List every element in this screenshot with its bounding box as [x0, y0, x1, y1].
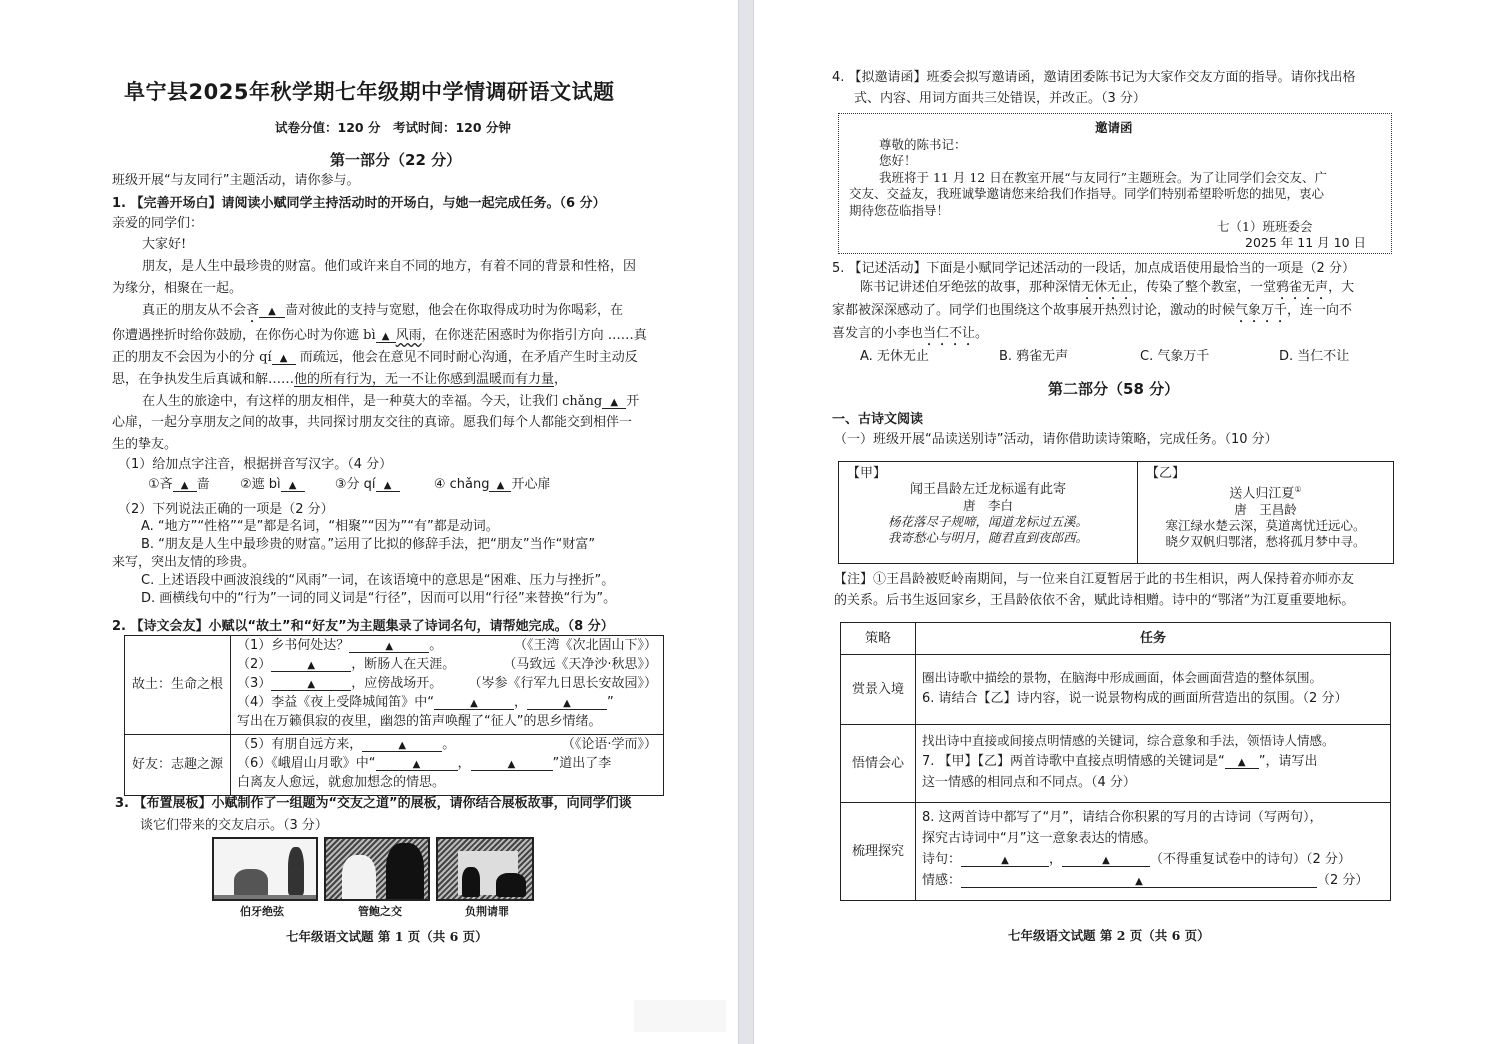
- q5-line2: 家都被深深感动了。同学们也围绕这个故事展开热烈讨论，激动的时候气象万千，连一向不: [832, 303, 1353, 318]
- part1-title: 第一部分（22 分）: [330, 151, 462, 169]
- q1-para1-line2: 为缘分，相聚在一起。: [112, 281, 243, 296]
- blank-marker-icon: ▲: [507, 759, 516, 770]
- answer-blank[interactable]: [272, 350, 296, 365]
- strategy-scenery: 赏景入境: [841, 655, 916, 725]
- letter-greeting: 您好！: [879, 153, 917, 168]
- blank-marker-icon: ▲: [383, 480, 392, 491]
- caption-fujing: 负荆请罪: [465, 905, 509, 918]
- q5-line1: 陈书记讲述伯牙绝弦的故事，那种深情无休无止，传染了整个教室，一堂鸦雀无声，大: [860, 280, 1355, 295]
- option-b-cont: 来写，突出友情的珍贵。: [112, 555, 256, 570]
- page-gutter: [738, 0, 754, 1044]
- blank-marker-icon: ▲: [279, 353, 288, 364]
- poem-yi-title: 送人归江夏①: [1229, 485, 1302, 502]
- poem-yi-author: 唐 王昌龄: [1234, 502, 1297, 518]
- option-b: B. “朋友是人生中最珍贵的财富。”运用了比拟的修辞手法，把“朋友”当作“财富”: [141, 537, 596, 552]
- q1-heading: 1. 【完善开场白】请阅读小赋同学主持活动时的开场白，与她一起完成任务。（6 分）: [112, 196, 606, 211]
- story-image-guanbao: [324, 837, 430, 901]
- caption-guanbao: 管鲍之交: [358, 905, 402, 918]
- blank-marker-icon: ▲: [381, 331, 390, 342]
- q5-option-b: B. 鸦雀无声: [999, 349, 1069, 364]
- task8-question-cont: 探究古诗词中“月”这一意象表达的情感。: [922, 830, 1157, 846]
- q2-line6-cont: 白离友人愈远，就愈加想念的情思。: [237, 775, 446, 790]
- exam-info: 试卷分值：120 分 考试时间：120 分钟: [275, 120, 511, 135]
- page2-footer: 七年级语文试题 第 2 页（共 6 页）: [1008, 928, 1210, 943]
- q2-heading: 2. 【诗文会友】小赋以“故土”和“好友”为主题集录了诗词名句，请帮她完成。（8 分）: [112, 619, 614, 634]
- strategy-emotion: 悟情会心: [841, 725, 916, 803]
- answer-blank[interactable]: [376, 477, 400, 492]
- scan-artifact: [634, 1000, 726, 1032]
- answer-blank[interactable]: [362, 737, 442, 752]
- underlined-sentence: 他的所有行为，无一不让你感到温暖而有力量: [294, 372, 555, 387]
- answer-blank[interactable]: [1225, 754, 1259, 769]
- q5-option-c: C. 气象万千: [1140, 349, 1210, 364]
- task7-question: 7. 【甲】【乙】两首诗歌中直接点明情感的关键词是“ ▲ ”，请写出: [922, 754, 1318, 769]
- task-header: 任务: [916, 623, 1391, 655]
- q1-para1-line1: 朋友，是人生中最珍贵的财富。他们或许来自不同的地方，有着不同的背景和性格，因: [142, 259, 637, 274]
- q5-line3: 喜发言的小李也当仁不让。: [832, 326, 989, 341]
- q1-sub2-heading: （2）下列说法正确的一项是（2 分）: [118, 502, 334, 517]
- section1-title: 一、古诗文阅读: [832, 412, 924, 427]
- story-image-fujing: [436, 837, 534, 901]
- blank-marker-icon: ▲: [385, 641, 394, 652]
- task6-question: 6. 请结合【乙】诗内容，说一说景物构成的画面所营造出的氛围。（2 分）: [922, 690, 1348, 706]
- blank-marker-icon: ▲: [1102, 854, 1110, 866]
- q2-line2: （2） ▲ ，断肠人在天涯。 （马致远《天净沙·秋思》）: [237, 657, 657, 672]
- blank-marker-icon: ▲: [563, 698, 571, 709]
- letter-date: 2025 年 11 月 10 日: [1245, 235, 1366, 250]
- answer-blank[interactable]: [376, 756, 458, 771]
- blank-marker-icon: ▲: [398, 740, 407, 751]
- task8-emotion-line: 情感： ▲ （2 分）: [922, 872, 1369, 888]
- verse-blank-1[interactable]: [961, 852, 1049, 867]
- poem-note-line1: 【注】①王昌龄被贬岭南期间，与一位来自江夏暂居于此的书生相识，两人保持着亦师亦友: [834, 572, 1355, 587]
- blank-marker-icon: ▲: [1237, 757, 1246, 768]
- answer-blank[interactable]: [281, 477, 305, 492]
- q1-sub1-items: ①吝 ▲ 啬 ②遮 bì ▲ ③分 qí ▲ ④ chǎng ▲ 开心扉: [148, 477, 551, 492]
- q2-row1-label: 故土：生命之根: [125, 636, 231, 735]
- blank-marker-icon: ▲: [1135, 875, 1143, 887]
- poem-jia-line2: 我寄愁心与明月，随君直到夜郎西。: [887, 530, 1088, 545]
- page1-footer: 七年级语文试题 第 1 页（共 6 页）: [286, 929, 488, 944]
- letter-title: 邀请函: [1095, 120, 1133, 135]
- answer-blank[interactable]: [489, 477, 511, 492]
- q1-para2-line2: 你遭遇挫折时给你鼓励，在你伤心时为你遮 bì ▲ 风雨，在你迷茫困惑时为你指引方向 ……真: [112, 328, 647, 343]
- answer-blank[interactable]: [602, 394, 626, 409]
- letter-salutation: 尊敬的陈书记：: [879, 137, 967, 152]
- poem-jia-tag: 【甲】: [847, 466, 887, 481]
- blank-marker-icon: ▲: [180, 480, 189, 491]
- q1-salutation: 亲爱的同学们：: [112, 216, 204, 231]
- poem-yi-tag: 【乙】: [1146, 466, 1186, 481]
- q5-heading: 5. 【记述活动】下面是小赋同学记述活动的一段话，加点成语使用最恰当的一项是（2 分）: [832, 261, 1355, 276]
- blank-marker-icon: ▲: [288, 480, 297, 491]
- poems-table: [838, 461, 1394, 564]
- poem-jia-line1: 杨花落尽子规啼，闻道龙标过五溪。: [887, 514, 1088, 529]
- option-c: C. 上述语段中画波浪线的“风雨”一词，在该语境中的意思是“困难、压力与挫折”。: [141, 573, 615, 588]
- q1-para3-line3: 生的挚友。: [112, 437, 178, 452]
- q2-line3: （3） ▲ ，应傍战场开。 （岑参《行军九日思长安故园》）: [237, 676, 657, 691]
- poem-yi-line1: 寒江绿水楚云深，莫道离忧迁远心。: [1165, 518, 1366, 534]
- wavy-underlined-word: 风雨: [395, 328, 422, 343]
- q1-para2-line4: 思，在争执发生后真诚和解……他的所有行为，无一不让你感到温暖而有力量，: [112, 372, 568, 387]
- story-image-boya: [212, 837, 318, 901]
- blank-marker-icon: ▲: [307, 679, 316, 690]
- blank-marker-icon: ▲: [1001, 854, 1009, 866]
- q2-line4-cont: 写出在万籁俱寂的夜里，幽怨的笛声唤醒了“征人”的思乡情绪。: [237, 714, 602, 729]
- blank-marker-icon: ▲: [610, 397, 619, 408]
- letter-signature: 七（1）班班委会: [1217, 219, 1313, 234]
- answer-blank[interactable]: [527, 695, 607, 710]
- caption-boya: 伯牙绝弦: [240, 905, 284, 918]
- task8-question: 8. 这两首诗中都写了“月”，请结合你积累的写月的古诗词（写两句），: [922, 809, 1323, 825]
- q1-para3-line1: 在人生的旅途中，有这样的朋友相伴，是一种莫大的幸福。今天，让我们 chǎng ▲ 开: [142, 394, 640, 409]
- q2-row2-label: 好友：志趣之源: [125, 735, 231, 796]
- q2-line5: （5）有朋自远方来， ▲ 。 （《论语·学而》）: [237, 737, 657, 752]
- task7-guide: 找出诗中直接或间接点明情感的关键词，综合意象和手法，领悟诗人情感。: [922, 733, 1335, 748]
- letter-body-line1: 我班将于 11 月 12 日在教室开展“与友同行”主题班会。为了让同学们会交友、广: [879, 170, 1327, 185]
- blank-marker-icon: ▲: [470, 698, 478, 709]
- q4-heading-line2: 式、内容、用词方面共三处错误，并改正。（3 分）: [854, 91, 1146, 106]
- exam-page-2: [754, 0, 1492, 1044]
- answer-blank[interactable]: [349, 638, 429, 653]
- answer-blank[interactable]: [173, 477, 197, 492]
- activity-intro: 班级开展“与友同行”主题活动，请你参与。: [112, 173, 360, 188]
- exam-page-1: [0, 0, 738, 1044]
- strategy-explore: 梳理探究: [841, 803, 916, 901]
- option-d: D. 画横线句中的“行为”一词的同义词是“行径”，因而可以用“行径”来替换“行为”。: [141, 591, 617, 606]
- poem-jia: [839, 462, 1138, 564]
- task7-question-cont: 这一情感的相同点和不同点。（4 分）: [922, 775, 1136, 790]
- q2-line1: （1）乡书何处达？ ▲ 。 （《王湾《次北固山下》）: [237, 638, 657, 653]
- part2-title: 第二部分（58 分）: [1048, 380, 1180, 398]
- q5-option-a: A. 无休无止: [860, 349, 929, 364]
- answer-blank[interactable]: [259, 303, 285, 318]
- task8-verse-line: 诗句： ▲ ， ▲ （不得重复试卷中的诗句）（2 分）: [922, 851, 1351, 867]
- blank-marker-icon: ▲: [268, 306, 276, 317]
- poem-note-line2: 的关系。后书生返回家乡，王昌龄依依不舍，赋此诗相赠。诗中的“鄂渚”为江夏重要地标。: [834, 593, 1355, 608]
- blank-marker-icon: ▲: [496, 480, 505, 491]
- answer-blank[interactable]: [434, 695, 514, 710]
- task6-guide: 圈出诗歌中描绘的景物，在脑海中形成画面，体会画面营造的整体氛围。: [922, 669, 1323, 685]
- q1-sub1-heading: （1）给加点字注音，根据拼音写汉字。（4 分）: [118, 457, 393, 472]
- blank-marker-icon: ▲: [307, 660, 316, 671]
- invitation-letter: [838, 113, 1392, 254]
- answer-blank[interactable]: [271, 657, 351, 672]
- emotion-blank[interactable]: [961, 873, 1317, 888]
- verse-blank-2[interactable]: [1062, 852, 1150, 867]
- option-a: A. “地方”“性格”“是”都是名词，“相聚”“因为”“有”都是动词。: [141, 519, 499, 534]
- answer-blank[interactable]: [376, 328, 396, 343]
- q2-line6: （6）《峨眉山月歌》中“ ▲ ， ▲ ”道出了李: [237, 756, 612, 771]
- q1-para2-line1: 真正的朋友从不会吝 ▲ 啬对彼此的支持与宽慰，他会在你取得成功时为你喝彩，在: [142, 303, 624, 318]
- blank-marker-icon: ▲: [412, 759, 421, 770]
- q2-poetry-table: [124, 635, 664, 796]
- q3-heading-line1: 3. 【布置展板】小赋制作了一组题为“交友之道”的展板，请你结合展板故事，向同学们谈: [115, 796, 632, 811]
- answer-blank[interactable]: [271, 676, 351, 691]
- exam-title: 阜宁县2025年秋学期七年级期中学情调研语文试题: [124, 80, 615, 104]
- q1-greeting: 大家好!: [142, 237, 187, 252]
- q1-para2-line3: 正的朋友不会因为小的分 qí ▲ 而疏远，他会在意见不同时耐心沟通，在矛盾产生时主动反: [112, 350, 638, 365]
- poem-yi-line2: 晓夕双帆归鄂渚，愁将孤月梦中寻。: [1165, 534, 1366, 550]
- poem-jia-title: 闻王昌龄左迁龙标遥有此寄: [909, 482, 1066, 497]
- section1-subtitle: （一）班级开展“品读送别诗”活动，请你借助读诗策略，完成任务。（10 分）: [834, 432, 1278, 447]
- q3-heading-line2: 谈它们带来的交友启示。（3 分）: [140, 818, 328, 833]
- poem-yi: [1138, 462, 1394, 564]
- letter-body-line3: 期待您莅临指导！: [849, 203, 950, 218]
- poem-jia-author: 唐 李白: [962, 498, 1013, 513]
- strategy-table: [840, 622, 1391, 901]
- q2-line4: （4）李益《夜上受降城闻笛》中“ ▲ ， ▲ ”: [237, 695, 614, 710]
- strategy-header: 策略: [841, 623, 916, 655]
- q5-option-d: D. 当仁不让: [1279, 349, 1350, 364]
- q4-heading-line1: 4. 【拟邀请函】班委会拟写邀请函，邀请团委陈书记为大家作交友方面的指导。请你找出格: [832, 70, 1356, 85]
- answer-blank[interactable]: [471, 756, 553, 771]
- letter-body-line2: 交友、交益友，我班诚挚邀请您来给我们作指导。同学们特别希望聆听您的拙见，衷心: [849, 186, 1325, 201]
- q1-para3-line2: 心扉，一起分享朋友之间的故事，共同探讨朋友交往的真谛。愿我们每个人都能交到相伴一: [112, 415, 633, 430]
